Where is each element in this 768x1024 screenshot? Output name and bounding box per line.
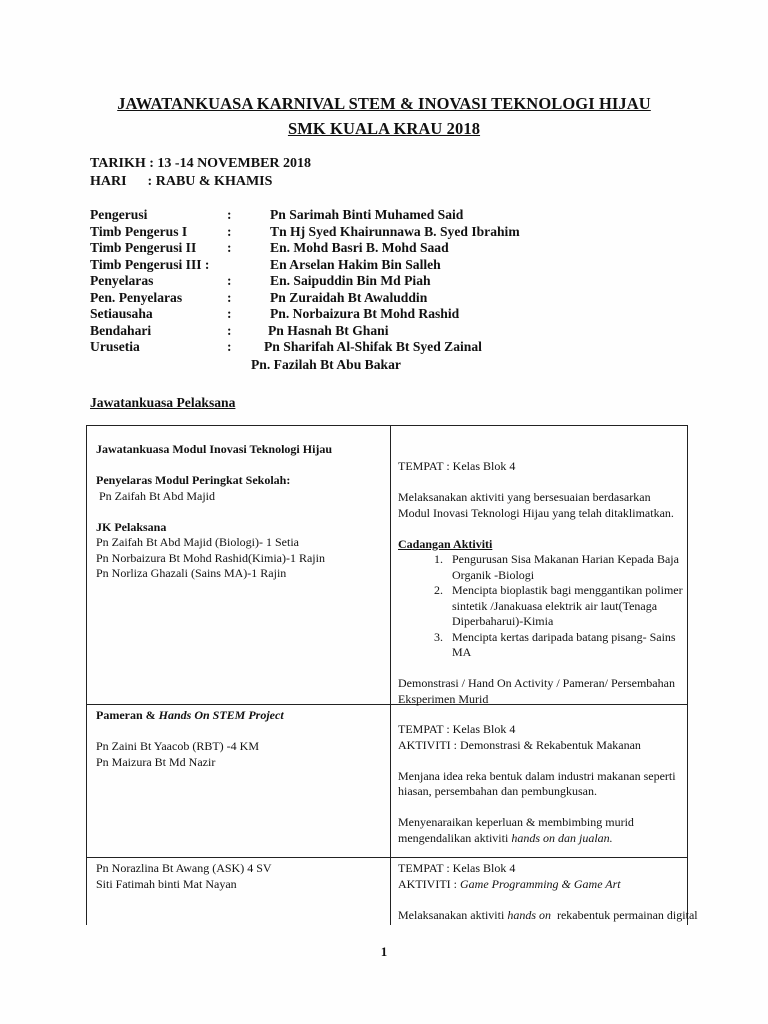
member-name: Pn Norbaizura Bt Mohd Rashid(Kimia)-1 Rajin: [96, 550, 325, 565]
role-colon: :: [227, 322, 232, 338]
role-colon: :: [227, 207, 232, 222]
description-text: rekabentuk permainan digital: [550, 907, 698, 922]
description-text: Melaksanakan aktiviti: [398, 907, 508, 922]
role-label: Penyelaras: [90, 273, 154, 288]
section-heading: Jawatankuasa Pelaksana: [90, 395, 236, 410]
activity-item: 2. Mencipta bioplastik bagi menggantikan polimer sintetik /Janakuasa elektrik air laut(Tenaga Diperbaharui)-Kimia: [446, 583, 683, 630]
table-cell-committee-3: [96, 861, 386, 892]
module-heading-italic: Hands On STEM Project: [158, 708, 284, 722]
activity-format-text: Demonstrasi / Hand On Activity / Pameran/ Persembahan Eksperimen Murid: [398, 676, 675, 706]
activity-italic: Game Programming & Game Art: [459, 876, 621, 891]
committee-roles-list: [90, 207, 650, 356]
table-cell-activity-3: [398, 861, 698, 923]
role-label: Timb Pengerusi II: [90, 240, 197, 255]
venue-text: TEMPAT : Kelas Blok 4: [398, 722, 516, 736]
table-column-divider: [390, 426, 391, 925]
role-colon: :: [227, 273, 232, 288]
description-text: Menjana idea reka bentuk dalam industri makanan seperti hiasan, persembahan dan pembungkusan.: [398, 768, 676, 798]
member-name: Pn Zaifah Bt Abd Majid (Biologi)- 1 Setia: [96, 535, 299, 549]
role-row: [90, 339, 650, 356]
role-row: [90, 290, 650, 307]
role-name: Pn Sharifah Al-Shifak Bt Syed Zainal: [264, 339, 482, 354]
module-heading: Jawatankuasa Modul Inovasi Teknologi Hijau: [96, 442, 333, 456]
description-italic: hands on dan jualan.: [511, 830, 613, 845]
role-label: Timb Pengerusi III :: [90, 256, 210, 272]
date-line: TARIKH : 13 -14 NOVEMBER 2018: [90, 156, 312, 171]
role-colon: :: [227, 223, 232, 239]
role-label: Setiausaha: [90, 306, 153, 321]
activity-item: 3. Mencipta kertas daripada batang pisang- Sains MA: [446, 630, 683, 661]
role-colon: :: [227, 306, 232, 321]
member-name: Pn Maizura Bt Md Nazir: [96, 754, 216, 769]
document-title: JAWATANKUASA KARNIVAL STEM & INOVASI TEKNOLOGI HIJAU: [117, 94, 651, 113]
table-cell-committee-2: [96, 708, 386, 770]
table-cell-activity-1: [398, 459, 683, 707]
table-cell-committee-1: [96, 442, 386, 582]
role-colon: :: [227, 339, 232, 354]
activity-list: [398, 552, 683, 661]
committee-table: [86, 425, 698, 925]
module-heading: Pameran &: [96, 708, 159, 722]
description-text: Menyenaraikan keperluan & membimbing murid mengendalikan aktiviti: [398, 815, 634, 845]
role-name: Tn Hj Syed Khairunnawa B. Syed Ibrahim: [270, 223, 520, 239]
role-row: [90, 224, 650, 241]
table-row-divider: [87, 857, 687, 858]
coordinator-name: Pn Zaifah Bt Abd Majid: [96, 488, 215, 503]
role-row: [90, 323, 650, 340]
role-row: [90, 306, 650, 323]
description-text: Melaksanakan aktiviti yang bersesuaian berdasarkan Modul Inovasi Teknologi Hijau yang telah ditaklimatkan.: [398, 490, 674, 520]
role-name: Pn Hasnah Bt Ghani: [268, 322, 389, 338]
page-number: 1: [380, 944, 388, 959]
suggested-activities-label: Cadangan Aktiviti: [398, 536, 493, 551]
member-name: Pn Zaini Bt Yaacob (RBT) -4 KM: [96, 739, 259, 753]
role-label: Bendahari: [90, 322, 152, 338]
member-name: Pn Norliza Ghazali (Sains MA)-1 Rajin: [96, 566, 287, 580]
role-name: Pn. Norbaizura Bt Mohd Rashid: [270, 306, 460, 321]
role-label: Timb Pengerus I: [90, 223, 188, 239]
role-label: Urusetia: [90, 339, 140, 354]
activity-text: AKTIVITI : Demonstrasi & Rekabentuk Makanan: [398, 737, 641, 752]
table-cell-activity-2: [398, 722, 683, 846]
role-row: [90, 257, 650, 274]
jk-label: JK Pelaksana: [96, 519, 167, 534]
activity-item: 1. Pengurusan Sisa Makanan Harian Kepada Baja Organik -Biologi: [446, 552, 683, 583]
venue-text: TEMPAT : Kelas Blok 4: [398, 459, 516, 473]
description-italic: hands on: [507, 907, 551, 922]
venue-text: TEMPAT : Kelas Blok 4: [398, 861, 516, 875]
role-name: En. Mohd Basri B. Mohd Saad: [270, 240, 449, 255]
role-label: Pengerusi: [90, 207, 148, 222]
coordinator-label: Penyelaras Modul Peringkat Sekolah:: [96, 473, 291, 487]
document-subtitle: SMK KUALA KRAU 2018: [287, 119, 481, 138]
activity-label: AKTIVITI :: [398, 876, 460, 891]
member-name: Siti Fatimah binti Mat Nayan: [96, 876, 237, 891]
role-name: Pn Zuraidah Bt Awaluddin: [270, 289, 428, 305]
role-name: En. Saipuddin Bin Md Piah: [270, 273, 431, 288]
role-name: En Arselan Hakim Bin Salleh: [270, 256, 441, 272]
role-row: [90, 240, 650, 257]
role-row: [90, 207, 650, 224]
role-label: Pen. Penyelaras: [90, 289, 183, 305]
role-colon: :: [227, 240, 232, 255]
role-row: [90, 273, 650, 290]
urusetia-extra-name: Pn. Fazilah Bt Abu Bakar: [251, 357, 401, 372]
day-line: HARI : RABU & KHAMIS: [90, 174, 273, 189]
role-name: Pn Sarimah Binti Muhamed Said: [270, 207, 464, 222]
role-colon: :: [227, 289, 232, 305]
member-name: Pn Norazlina Bt Awang (ASK) 4 SV: [96, 861, 272, 875]
